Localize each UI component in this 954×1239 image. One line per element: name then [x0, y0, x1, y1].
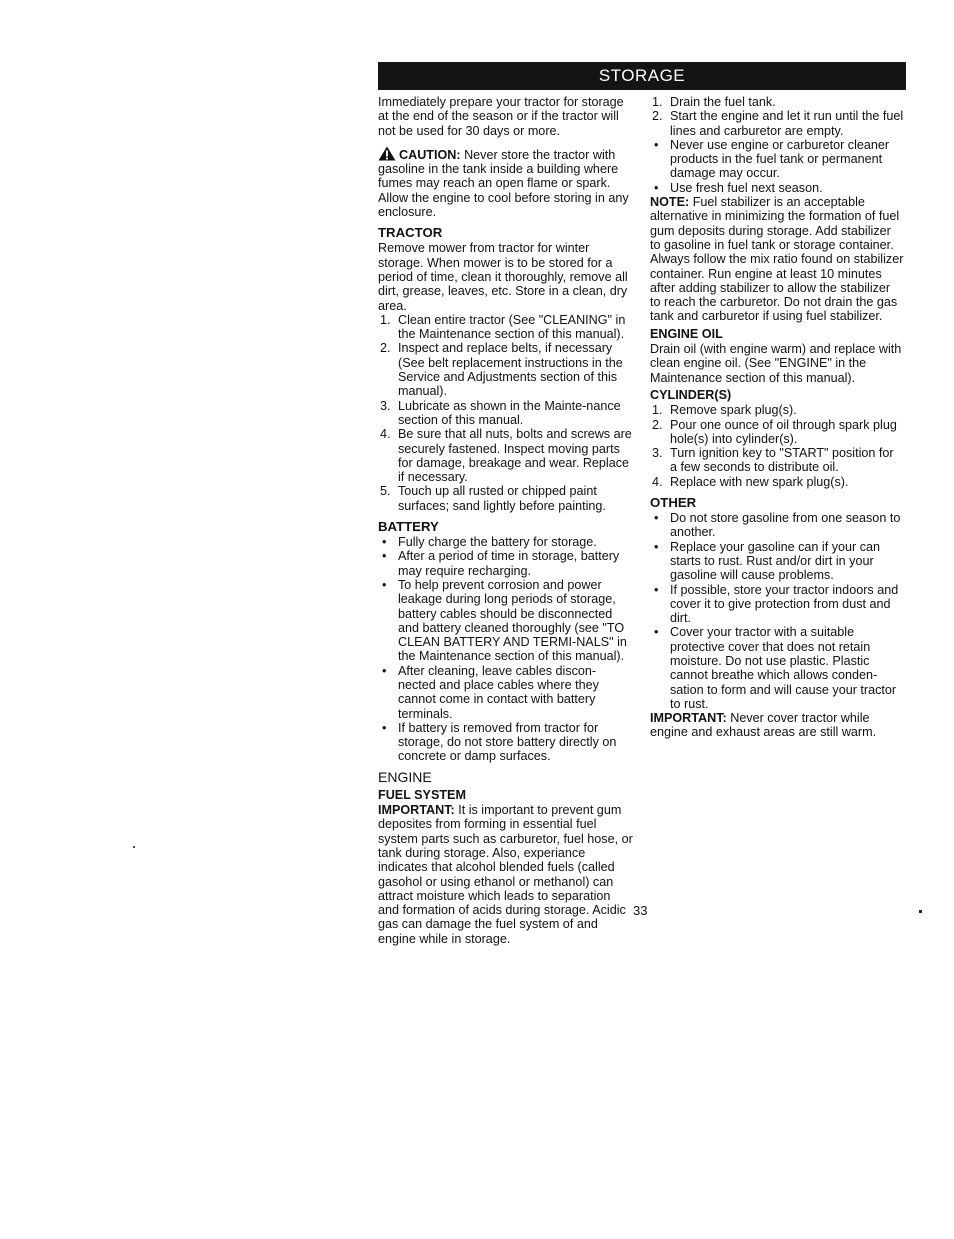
list-item: • Do not store gasoline from one season to another.: [654, 511, 901, 540]
left-column: [378, 95, 633, 946]
list-item: 3. Turn ignition key to "START" position for a few seconds to distribute oil.: [652, 446, 894, 475]
caution-text: Never store the tractor with gasoline in the tank inside a building where fumes may reach an open flame or spark. Allow the engine to cool before storing in any enclosure.: [378, 147, 629, 220]
caution-paragraph: [378, 146, 633, 219]
section-title-banner: STORAGE: [378, 62, 906, 90]
fuel-steps: [650, 95, 904, 138]
list-item: 4. Be sure that all nuts, bolts and screws are securely fastened. Inspect moving parts for damage, breakage and wear. Replace if necessary.: [380, 427, 632, 485]
important-label: IMPORTANT:: [378, 803, 455, 818]
other-important-paragraph: [650, 711, 904, 740]
list-item: 5. Touch up all rusted or chipped paint surfaces; sand lightly before painting.: [380, 484, 606, 513]
list-item: • Replace your gasoline can if your can starts to rust. Rust and/or dirt in your gasoline will cause problems.: [654, 539, 881, 583]
list-item: • If possible, store your tractor indoors and cover it to give protection from dust and dirt.: [654, 582, 899, 626]
list-item: 3. Lubricate as shown in the Mainte-nance section of this manual.: [380, 398, 621, 427]
heading-fuel-system: FUEL SYSTEM: [378, 787, 466, 802]
heading-battery: BATTERY: [378, 519, 439, 535]
heading-engine-oil: ENGINE OIL: [650, 326, 723, 341]
intro-paragraph: Immediately prepare your tractor for storage at the end of the season or if the tractor will not be used for 30 days or more.: [378, 95, 624, 138]
fuel-bullets: [650, 138, 904, 195]
heading-engine: ENGINE: [378, 768, 432, 785]
tractor-intro: Remove mower from tractor for winter storage. When mower is to be stored for a period of time, clean it thoroughly, remove all dirt, grease, leaves, etc. Store in a clean, dry area.: [378, 241, 628, 313]
list-item: • Use fresh fuel next season.: [654, 180, 823, 195]
scan-speck: [919, 910, 922, 913]
scan-speck: [133, 846, 135, 848]
cylinder-steps: [650, 403, 904, 489]
fuel-note-paragraph: [650, 195, 904, 324]
list-item: 2. Start the engine and let it run until the fuel lines and carburetor are empty.: [652, 109, 904, 138]
fuel-important-text: It is important to prevent gum deposites from forming in essential fuel system parts such as carburetor, fuel hose, or tank during storage. Also, experiance indicates that alcohol blended fuels (called gasohol or using ethanol or methanol) can attract moisture which leads to separation and formation of acids during storage. Acidic gas can damage the fuel system of and engine while in storage.: [378, 803, 633, 946]
list-item: 2. Inspect and replace belts, if necessary (See belt replacement instructions in the Service and Adjustments section of this manual).: [380, 341, 623, 399]
list-item: • Fully charge the battery for storage.: [382, 535, 597, 550]
list-item: • Cover your tractor with a suitable protective cover that does not retain moisture. Do not use plastic. Plastic cannot breathe which allows conden-sation to form and will cause your tractor to rust.: [654, 625, 897, 711]
battery-items: [378, 535, 633, 764]
important-label: IMPORTANT:: [650, 711, 727, 726]
list-item: 1. Clean entire tractor (See "CLEANING" in the Maintenance section of this manual).: [380, 312, 626, 342]
caution-label: CAUTION:: [399, 147, 461, 162]
page-number: 33: [633, 903, 648, 918]
heading-other: OTHER: [650, 495, 697, 511]
fuel-note-text: Fuel stabilizer is an acceptable alternative in minimizing the formation of fuel gum deposits during storage. Add stabilizer to gasoline in fuel tank or storage container. Always follow the mix ratio found on stabilizer container. Run engine at least 10 minutes after adding stabilizer to allow the stabilizer to reach the carburetor. Do not drain the gas tank and carburetor if using fuel stabilizer.: [650, 195, 904, 324]
fuel-important-paragraph: [378, 803, 633, 946]
other-important-text: Never cover tractor while engine and exhaust areas are still warm.: [650, 711, 877, 740]
list-item: 2. Pour one ounce of oil through spark plug hole(s) into cylinder(s).: [652, 417, 897, 446]
list-item: • After a period of time in storage, battery may require recharging.: [382, 549, 620, 578]
list-item: 1. Drain the fuel tank.: [652, 95, 776, 109]
heading-tractor: TRACTOR: [378, 225, 443, 241]
tractor-steps: [378, 313, 633, 513]
heading-cylinders: CYLINDER(S): [650, 387, 732, 402]
list-item: • Never use engine or carburetor cleaner products in the fuel tank or permanent damage may occur.: [654, 137, 890, 181]
list-item: • If battery is removed from tractor for storage, do not store battery directly on concrete or damp surfaces.: [382, 720, 617, 764]
list-item: • After cleaning, leave cables discon-nected and place cables where they cannot come in contact with battery terminals.: [382, 663, 599, 721]
warning-triangle-icon: [378, 146, 396, 161]
right-column: [650, 95, 904, 740]
list-item: 4. Replace with new spark plug(s).: [652, 474, 849, 489]
note-label: NOTE:: [650, 195, 690, 210]
list-item: • To help prevent corrosion and power leakage during long periods of storage, battery cables should be disconnected and battery cleaned thoroughly (see "TO CLEAN BATTERY AND TERMI-NALS" in the Maintenance section of this manual).: [382, 577, 627, 664]
engine-oil-text: Drain oil (with engine warm) and replace with clean engine oil. (See "ENGINE" in the Maintenance section of this manual).: [650, 342, 902, 385]
other-items: [650, 511, 904, 711]
list-item: 1. Remove spark plug(s).: [652, 403, 797, 418]
